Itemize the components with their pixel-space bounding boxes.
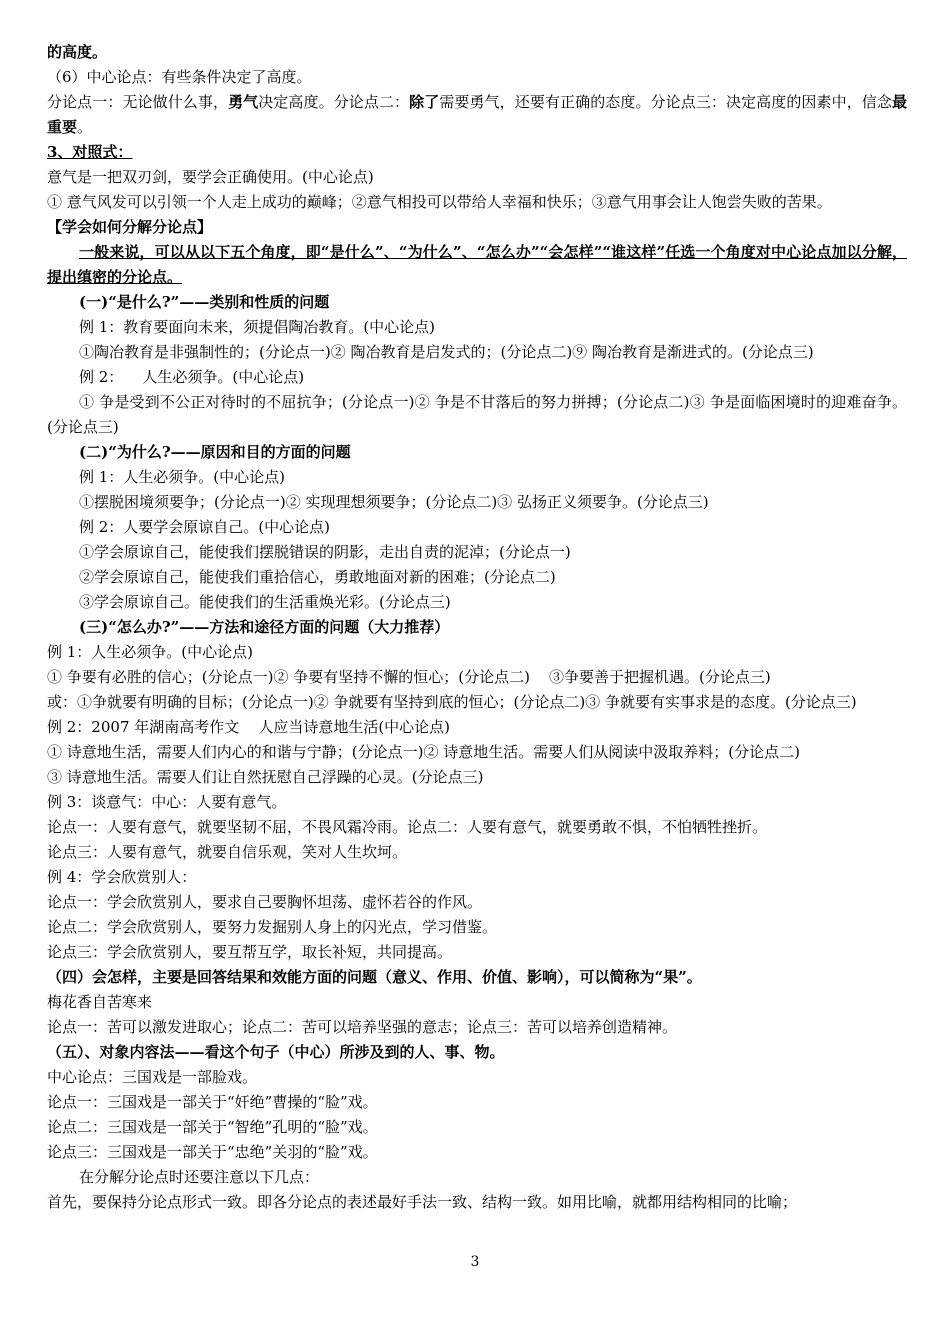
text-line: 论点三：人要有意气，就要自信乐观，笑对人生坎坷。 — [47, 843, 408, 861]
text-line: ①陶冶教育是非强制性的；(分论点一)② 陶冶教育是启发式的；(分论点二)⑨ 陶冶教育是渐进式的。(分论点三) — [79, 343, 814, 361]
text-line: 论点一：苦可以激发进取心；论点二：苦可以培养坚强的意志；论点三：苦可以培养创造精神。 — [47, 1018, 678, 1036]
subsection-heading: (三)“怎么办?”——方法和途径方面的问题（大力推荐） — [79, 618, 450, 636]
text-line: ① 诗意地生活，需要人们内心的和谐与宁静；(分论点一)② 诗意地生活。需要人们从阅读中汲取养料；(分论点二) — [47, 743, 800, 761]
text-line: 例 2：2007 年湖南高考作文 人应当诗意地生活(中心论点) — [47, 718, 451, 736]
subsection-heading: (二)“为什么?——原因和目的方面的问题 — [79, 443, 351, 461]
text-line: 意气是一把双刃剑，要学会正确使用。(中心论点) — [47, 168, 374, 186]
text-line: 例 3：谈意气：中心：人要有意气。 — [47, 793, 287, 811]
text-line: ③学会原谅自己。能使我们的生活重焕光彩。(分论点三) — [79, 593, 451, 611]
text-line: 的高度。 — [47, 43, 108, 61]
text-line: 例 2： 人生必须争。(中心论点) — [79, 368, 305, 386]
text-line: 论点一：人要有意气，就要坚韧不屈，不畏风霜冷雨。论点二：人要有意气，就要勇敢不惧，不怕牺牲挫折。 — [47, 818, 768, 836]
text-line: 或：①争就要有明确的目标；(分论点一)② 争就要有坚持到底的恒心；(分论点二)③ 争就要有实事求是的态度。(分论点三) — [47, 693, 857, 711]
text-line: ③ 诗意地生活。需要人们让自然抚慰自己浮躁的心灵。(分论点三) — [47, 768, 484, 786]
text-line: ①摆脱困境须要争；(分论点一)② 实现理想须要争；(分论点二)③ 弘扬正义须要争。(分论点三) — [79, 493, 709, 511]
text-line: 论点二：学会欣赏别人，要努力发掘别人身上的闪光点，学习借鉴。 — [47, 918, 498, 936]
text-line: 例 4：学会欣赏别人： — [47, 868, 197, 886]
text-line: ① 意气风发可以引领一个人走上成功的巅峰；②意气相投可以带给人幸福和快乐；③意气用事会让人饱尝失败的苦果。 — [47, 193, 832, 211]
text-line: 分论点一：无论做什么事，勇气决定高度。分论点二：除了需要勇气，还要有正确的态度。分论点三：决定高度的因素中，信念最重要。 — [47, 93, 907, 136]
text-line: ① 争要有必胜的信心；(分论点一)② 争要有坚持不懈的恒心；(分论点二) ③争要善于把握机遇。(分论点三) — [47, 668, 771, 686]
text-line: 例 2：人要学会原谅自己。(中心论点) — [79, 518, 331, 536]
subsection-heading: (一)“是什么?”——类别和性质的问题 — [79, 293, 330, 311]
text-line: 首先，要保持分论点形式一致。即各分论点的表述最好手法一致、结构一致。如用比喻，就都用结构相同的比喻； — [47, 1193, 798, 1211]
text-line: ②学会原谅自己，能使我们重拾信心，勇敢地面对新的困难；(分论点二) — [79, 568, 556, 586]
section-heading: 3、对照式： — [47, 143, 133, 161]
text-line: 论点二：三国戏是一部关于“智绝”孔明的“脸”戏。 — [47, 1118, 378, 1136]
text-line: ① 争是受到不公正对待时的不屈抗争；(分论点一)② 争是不甘落后的努力拼搏；(分论点二)③ 争是面临困境时的迎难奋争。(分论点三) — [47, 393, 907, 436]
text-line: 中心论点：三国戏是一部脸戏。 — [47, 1068, 258, 1086]
subsection-heading: （四）会怎样，主要是回答结果和效能方面的问题（意义、作用、价值、影响），可以简称为“果”。 — [47, 968, 702, 986]
text-line: 论点一：三国戏是一部关于“奸绝”曹操的“脸”戏。 — [47, 1093, 378, 1111]
section-heading: 【学会如何分解分论点】 — [47, 218, 213, 236]
text-line: 论点三：三国戏是一部关于“忠绝”关羽的“脸”戏。 — [47, 1143, 378, 1161]
text-line: 例 1：教育要面向未来，须提倡陶冶教育。(中心论点) — [79, 318, 436, 336]
text-line: 梅花香自苦寒来 — [47, 993, 153, 1011]
text-line: 在分解分论点时还要注意以下几点： — [79, 1168, 320, 1186]
text-line: 论点三：学会欣赏别人，要互帮互学，取长补短，共同提高。 — [47, 943, 453, 961]
text-line: 例 1：人生必须争。(中心论点) — [79, 468, 286, 486]
text-line: 例 1：人生必须争。(中心论点) — [47, 643, 254, 661]
subsection-heading: （五）、对象内容法——看这个句子（中心）所涉及到的人、事、物。 — [47, 1043, 505, 1061]
text-line: ①学会原谅自己，能使我们摆脱错误的阴影，走出自责的泥淖；(分论点一) — [79, 543, 571, 561]
intro-paragraph: 一般来说，可以从以下五个角度，即“是什么”、“为什么”、“怎么办”“会怎样”“谁这样”任选一个角度对中心论点加以分解，提出缜密的分论点。 — [47, 243, 907, 286]
text-line: 论点一：学会欣赏别人，要求自己要胸怀坦荡、虚怀若谷的作风。 — [47, 893, 483, 911]
text-line: （6）中心论点：有些条件决定了高度。 — [47, 68, 312, 86]
page-number: 3 — [470, 1254, 480, 1270]
document-page — [47, 40, 907, 1215]
